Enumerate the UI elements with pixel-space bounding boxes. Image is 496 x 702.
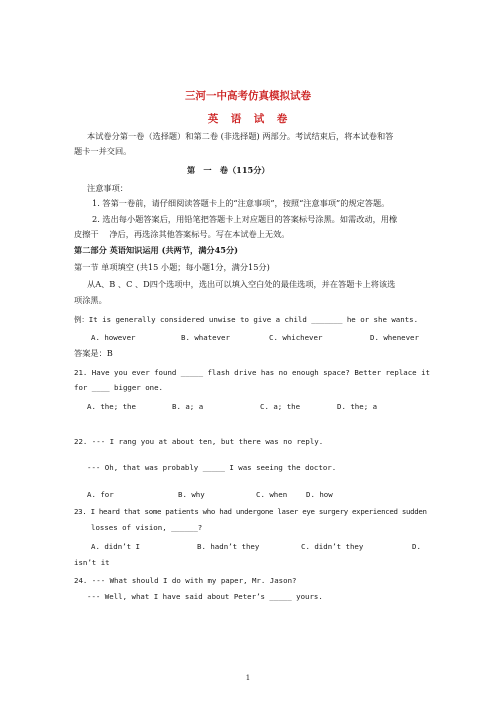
option-c: C. didn’t they	[301, 542, 364, 551]
subject-title: 英 语 试 卷	[207, 113, 289, 125]
page-number: 1	[245, 674, 251, 682]
notes-label: 注意事项：	[87, 183, 128, 193]
instruction-line-2: 项涂黑。	[74, 295, 107, 305]
q24-line-2: --- Well, what I have said about Peter’s _____ yours.	[87, 592, 323, 601]
option-d: D. how	[306, 490, 333, 499]
note-2-line-1: 2. 选出每小题答案后，用铅笔把答题卡上对应题目的答案标号涂黑。如需改动，用橡	[92, 214, 398, 224]
option-d: D. whenever	[370, 333, 419, 342]
option-c: C. a; the	[260, 402, 301, 411]
intro-line-1: 本试卷分第一卷（选择题）和第二卷 (非选择题) 两部分。考试结束后，将本试卷和答	[87, 131, 394, 141]
q23-option-d-wrap: isn’t it	[74, 558, 110, 567]
q24-line-1: 24. --- What should I do with my paper, Mr. Jason?	[74, 576, 297, 585]
option-b: B. why	[178, 490, 205, 499]
q23-line-2: losses of vision, ______?	[91, 523, 203, 532]
option-b: B. hadn’t they	[197, 542, 260, 551]
option-a: A. didn’t I	[91, 542, 140, 551]
option-b: B. a; a	[172, 402, 204, 411]
example-stem: 例：It is generally considered unwise to give a child _______ he or she wants.	[74, 315, 419, 324]
q21-line-1: 21. Have you ever found _____ flash drive has no enough space? Better replace it	[74, 368, 430, 377]
q22-line-1: 22. --- I rang you at about ten, but there was no reply.	[74, 437, 324, 446]
q22-line-2: --- Oh, that was probably _____ I was seeing the doctor.	[87, 463, 337, 472]
option-d: D. the; a	[337, 402, 378, 411]
option-d: D.	[412, 542, 421, 551]
option-a: A. for	[87, 490, 114, 499]
volume1-heading: 第 一 卷（115分）	[187, 165, 270, 175]
option-c: C. when	[256, 490, 288, 499]
section1-heading: 第一节 单项填空 (共15 小题；每小题1分，满分15分)	[74, 262, 270, 272]
option-a: A. however	[91, 333, 136, 342]
example-answer: 答案是：B	[74, 348, 113, 358]
intro-line-2: 题卡一并交回。	[74, 146, 132, 156]
q23-line-1: 23. I heard that some patients who had undergone laser eye surgery experienced sudden	[74, 507, 427, 516]
school-title: 三河一中高考仿真模拟试卷	[185, 90, 311, 102]
q21-line-2: for ____ bigger one.	[74, 383, 163, 392]
option-b: B. whatever	[181, 333, 230, 342]
note-2-line-2: 皮擦干 净后，再选涂其他答案标号。写在本试卷上无效。	[74, 229, 290, 239]
option-c: C. whichever	[269, 333, 323, 342]
instruction-line-1: 从A、B 、C 、D四个选项中，选出可以填入空白处的最佳选项，并在答题卡上将该选	[87, 279, 396, 289]
note-1: 1. 答第一卷前，请仔细阅读答题卡上的“注意事项”，按照“注意事项”的规定答题。	[92, 198, 390, 208]
part2-heading: 第二部分 英语知识运用 (共两节，满分45分)	[74, 245, 239, 255]
option-a: A. the; the	[87, 402, 136, 411]
